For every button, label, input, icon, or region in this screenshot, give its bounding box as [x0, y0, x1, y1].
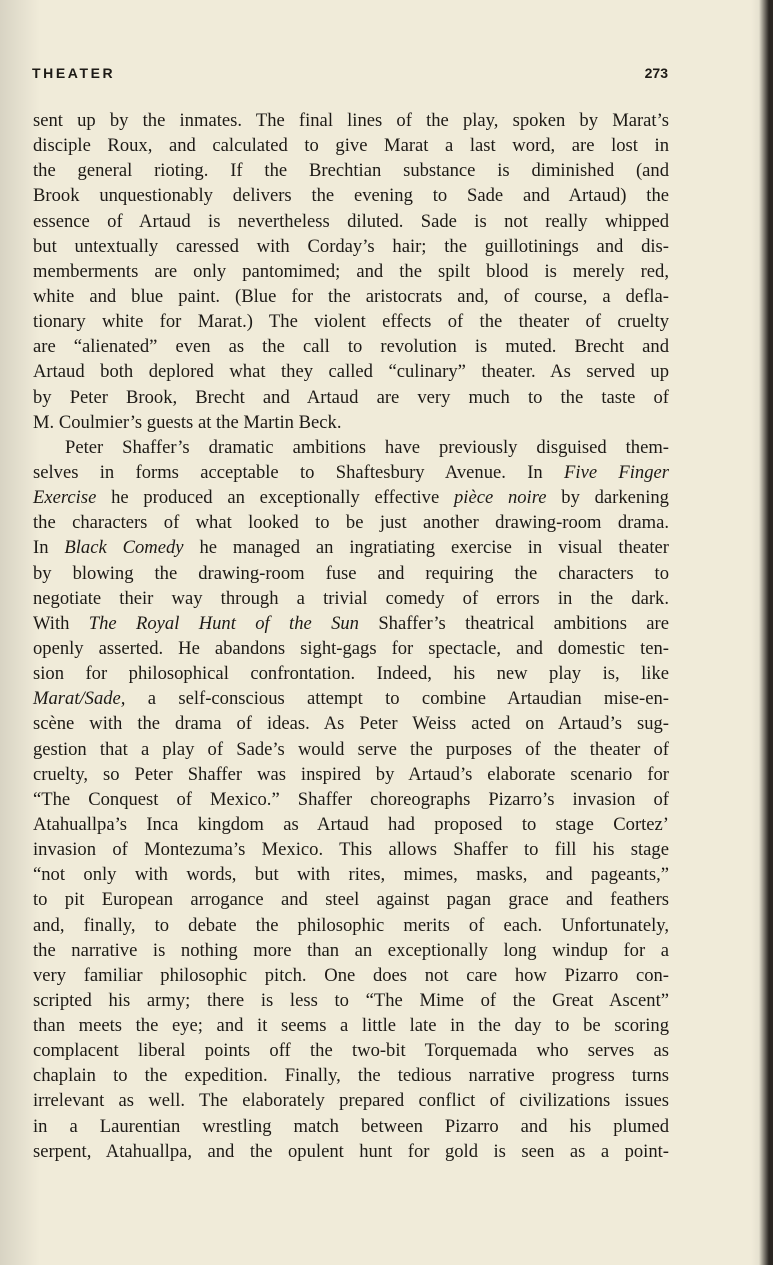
text-line: negotiate their way through a trivial comedy of errors in the dark. [33, 587, 669, 609]
running-title: THEATER [32, 65, 116, 81]
text-line: Brook unquestionably delivers the evening to Sade and Artaud) the [33, 185, 669, 207]
text-line: Peter Shaffer’s dramatic ambitions have previously disguised them- [65, 436, 669, 458]
text-line: “not only with words, but with rites, mimes, masks, and pageants,” [33, 864, 669, 886]
text-line [33, 611, 669, 636]
text-run: In [33, 537, 65, 559]
text-line: Atahuallpa’s Inca kingdom as Artaud had proposed to stage Cortez’ [33, 813, 669, 835]
text-line: sent up by the inmates. The final lines of the play, spoken by Marat’s [33, 110, 669, 131]
text-line: scène with the drama of ideas. As Peter Weiss acted on Artaud’s sug- [33, 713, 669, 735]
text-line: serpent, Atahuallpa, and the opulent hunt for gold is seen as a point- [33, 1140, 669, 1162]
text-line: complacent liberal points off the two-bit Torquemada who serves as [33, 1040, 669, 1062]
page-number: 273 [644, 65, 668, 81]
text-line: and, finally, to debate the philosophic merits of each. Unfortunately, [33, 914, 669, 936]
text-run: selves in forms acceptable to Shaftesbury Avenue. In [33, 461, 565, 483]
text-line: in a Laurentian wrestling match between Pizarro and his plumed [33, 1115, 669, 1137]
text-run: a self-conscious attempt to combine Artaudian mise-en- [125, 688, 669, 710]
text-run: Shaffer’s theatrical ambitions are [358, 612, 669, 634]
text-line: cruelty, so Peter Shaffer was inspired by Artaud’s elaborate scenario for [33, 763, 669, 785]
text-line: chaplain to the expedition. Finally, the tedious narrative progress turns [33, 1065, 669, 1087]
text-line: the characters of what looked to be just another drawing-room drama. [33, 512, 669, 534]
text-line: by Peter Brook, Brecht and Artaud are very much to the taste of [33, 386, 669, 408]
text-line: tionary white for Marat.) The violent effects of the theater of cruelty [33, 311, 669, 333]
title-italic: The Royal Hunt of the Sun [88, 612, 359, 634]
text-line: essence of Artaud is nevertheless diluted. Sade is not really whipped [33, 210, 669, 232]
title-italic: Five Finger [564, 461, 669, 483]
text-line: to pit European arrogance and steel against pagan grace and feathers [33, 889, 669, 911]
text-line: irrelevant as well. The elaborately prepared conflict of civilizations issues [33, 1090, 669, 1112]
text-line: memberments are only pantomimed; and the spilt blood is merely red, [33, 260, 669, 282]
term-italic: pièce noire [453, 487, 547, 509]
text-line: Artaud both deplored what they called “culinary” theater. As served up [33, 361, 669, 383]
text-line: disciple Roux, and calculated to give Marat a last word, are lost in [33, 135, 669, 157]
text-line [33, 535, 669, 560]
text-line: invasion of Montezuma’s Mexico. This allows Shaffer to fill his stage [33, 839, 669, 861]
text-run: he managed an ingratiating exercise in visual theater [183, 537, 669, 559]
text-line: gestion that a play of Sade’s would serve the purposes of the theater of [33, 738, 669, 760]
text-line: but untextually caressed with Corday’s hair; the guillotinings and dis- [33, 235, 669, 257]
title-italic: Black Comedy [64, 537, 184, 559]
text-line: the narrative is nothing more than an exceptionally long windup for a [33, 939, 669, 961]
title-italic: Marat/Sade, [33, 688, 126, 710]
text-line [33, 686, 669, 711]
text-line: by blowing the drawing-room fuse and requiring the characters to [33, 562, 669, 584]
text-line: very familiar philosophic pitch. One does not care how Pizarro con- [33, 964, 669, 986]
text-line: white and blue paint. (Blue for the aristocrats and, of course, a defla- [33, 285, 669, 307]
text-line [33, 460, 669, 485]
text-line: than meets the eye; and it seems a little late in the day to be scoring [33, 1015, 669, 1037]
text-run: he produced an exceptionally effective [96, 487, 454, 509]
text-line: sion for philosophical confrontation. Indeed, his new play is, like [33, 663, 669, 685]
text-line: M. Coulmier’s guests at the Martin Beck. [33, 411, 342, 433]
text-line: openly asserted. He abandons sight-gags for spectacle, and domestic ten- [33, 637, 669, 659]
title-italic: Exercise [33, 487, 97, 509]
text-line: scripted his army; there is less to “The Mime of the Great Ascent” [33, 989, 669, 1011]
text-line [33, 485, 669, 510]
text-line: “The Conquest of Mexico.” Shaffer choreographs Pizarro’s invasion of [33, 788, 669, 810]
text-line: the general rioting. If the Brechtian substance is diminished (and [33, 160, 669, 182]
text-run: With [33, 612, 89, 634]
text-run: by darkening [546, 487, 669, 509]
body-text [33, 108, 669, 1164]
page-edge-shadow [759, 0, 773, 1265]
text-line: are “alienated” even as the call to revolution is muted. Brecht and [33, 336, 669, 358]
running-head [32, 65, 668, 85]
